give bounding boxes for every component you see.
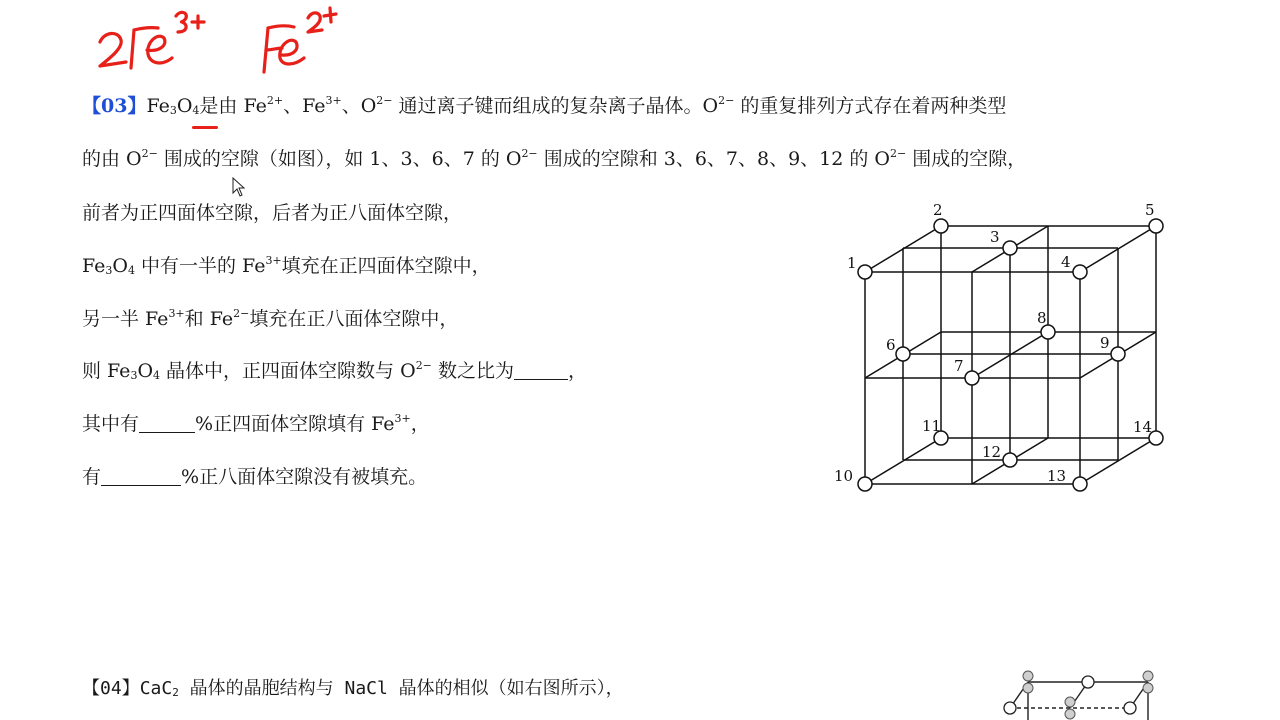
atom-label-12: 12 bbox=[982, 443, 1002, 461]
q03-line-4: $Fe_3O_4$ 中有一半的 $Fe^{3+}$填充在正四面体空隙中， bbox=[82, 254, 491, 277]
q03-line-2: 的由 $O^{2-}$ 围成的空隙（如图），如 1、3、6、7 的 $O^{2-}$ 围成的空隙和 3、6、7、8、9、12 的 $O^{2-}$ 围成的空隙， bbox=[82, 147, 1027, 170]
atom-12 bbox=[1003, 453, 1017, 467]
q03-line-3: 前者为正四面体空隙，后者为正八面体空隙， bbox=[82, 202, 463, 224]
atom-9 bbox=[1111, 347, 1125, 361]
question-number: 【04】 bbox=[82, 678, 140, 699]
atom-label-10: 10 bbox=[834, 467, 854, 485]
atom-label-2: 2 bbox=[933, 201, 943, 219]
atom-1 bbox=[858, 265, 872, 279]
q03-line-5: 另一半 $Fe^{3+}$和 $Fe^{2-}$填充在正八面体空隙中， bbox=[82, 307, 459, 330]
atom-8 bbox=[1041, 325, 1055, 339]
handwritten-note-text bbox=[0, 0, 1, 1]
atom-label-11: 11 bbox=[922, 417, 942, 435]
atom-label-3: 3 bbox=[990, 228, 1000, 246]
atom-2 bbox=[934, 219, 948, 233]
answer-blank-ratio[interactable] bbox=[514, 361, 568, 380]
atom-label-4: 4 bbox=[1061, 253, 1071, 271]
question-number: 【03】 bbox=[82, 95, 147, 117]
cac2-crystal-diagram bbox=[995, 660, 1165, 720]
atom-3 bbox=[1003, 241, 1017, 255]
handwritten-annotation bbox=[0, 0, 1280, 90]
atom-6 bbox=[896, 347, 910, 361]
atom-13 bbox=[1073, 477, 1087, 491]
atom-label-7: 7 bbox=[954, 357, 964, 375]
atom-label-14: 14 bbox=[1133, 418, 1153, 436]
atom-label-6: 6 bbox=[886, 336, 896, 354]
answer-blank-tetrahedral[interactable] bbox=[139, 414, 195, 433]
handwritten-underline bbox=[192, 126, 218, 129]
atom-label-8: 8 bbox=[1037, 309, 1047, 327]
lattice-diagram bbox=[820, 195, 1180, 505]
atom-label-5: 5 bbox=[1145, 201, 1155, 219]
atom-5 bbox=[1149, 219, 1163, 233]
q03-line-6: 则 $Fe_3O_4$ 晶体中，正四面体空隙数与 $O^{2-}$ 数之比为 ， bbox=[82, 359, 587, 382]
q03-line-7: 其中有 %正四面体空隙填有 $Fe^{3+}$， bbox=[82, 412, 430, 435]
q03-line-8: 有 %正八面体空隙没有被填充。 bbox=[82, 466, 428, 488]
answer-blank-octahedral[interactable] bbox=[101, 467, 181, 486]
atom-10 bbox=[858, 477, 872, 491]
atom-4 bbox=[1073, 265, 1087, 279]
atom-label-9: 9 bbox=[1100, 334, 1110, 352]
mouse-cursor-icon bbox=[232, 177, 246, 197]
atom-label-13: 13 bbox=[1047, 467, 1067, 485]
atom-label-1: 1 bbox=[847, 254, 857, 272]
q04-line-1: 【04】CaC$_2$ 晶体的晶胞结构与 NaCl 晶体的相似（如右图所示）， bbox=[82, 678, 624, 699]
q03-line-1: 【03】$Fe_3O_4$是由 $Fe^{2+}$、$Fe^{3+}$、$O^{2-}$ 通过离子键而组成的复杂离子晶体。$O^{2-}$ 的重复排列方式存在着两种类型 bbox=[82, 94, 1007, 117]
atom-7 bbox=[965, 371, 979, 385]
